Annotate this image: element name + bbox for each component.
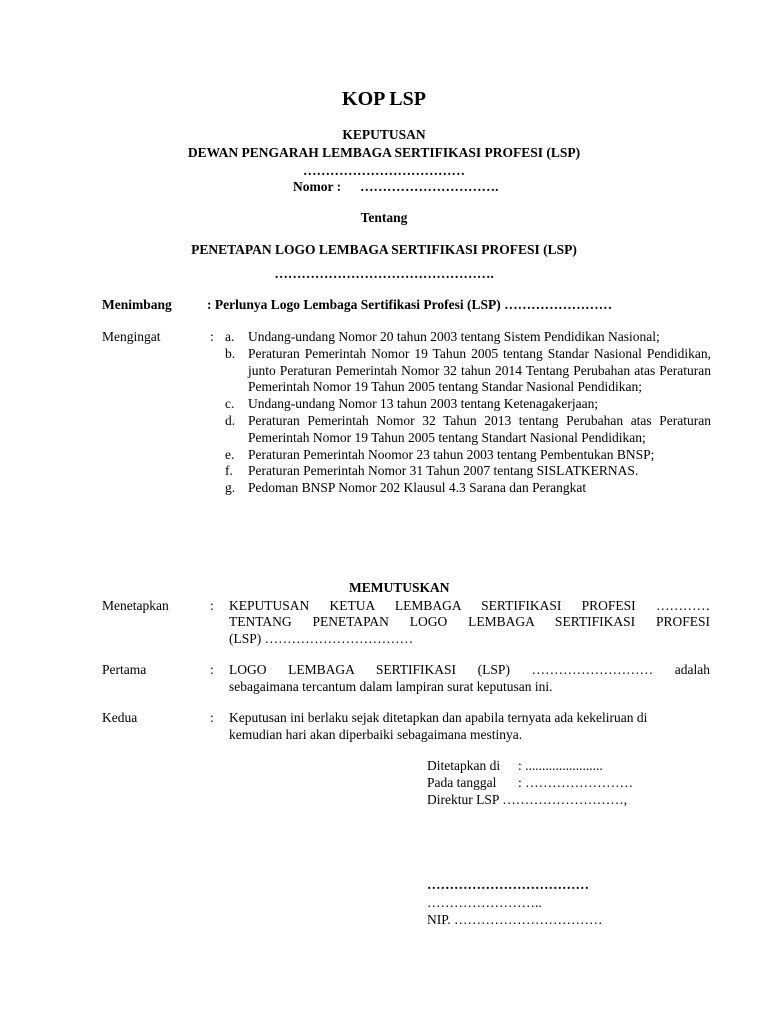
- letterhead-title: KOP LSP: [342, 88, 426, 110]
- issued-at-value: : .......................: [518, 758, 603, 773]
- list-item: b. Peraturan Pemerintah Nomor 19 Tahun 2005 tentang Standar Nasional Pendidikan, junto Peraturan Pemerintah Nomor 32 tahun 2014 Tentang Perubahan atas Peraturan Pemerintah Nomor 19 Tahun 2005 tentang Standar Nasional Pendidikan;: [225, 345, 711, 395]
- signatory-name-placeholder: ………………………………: [427, 877, 589, 892]
- second-colon: :: [210, 710, 214, 725]
- recalling-colon: :: [210, 329, 214, 344]
- first-colon: :: [210, 662, 214, 677]
- considering-label: Menimbang: [102, 297, 172, 312]
- first-line-2: sebagaimana tercantum dalam lampiran surat keputusan ini.: [229, 679, 553, 694]
- issued-at-label: Ditetapkan di: [427, 758, 501, 773]
- list-item: f. Peraturan Pemerintah Nomor 31 Tahun 2007 tentang SISLATKERNAS.: [225, 463, 639, 479]
- number-label: Nomor :: [293, 179, 342, 194]
- stipulating-line-3: (LSP) ……………………………: [229, 631, 414, 646]
- second-line-2: kemudian hari akan diperbaiki sebagaimana mestinya.: [229, 727, 523, 742]
- stipulating-line-1: KEPUTUSAN KETUA LEMBAGA SERTIFIKASI PROFESI …………: [229, 598, 710, 613]
- first-label: Pertama: [102, 662, 147, 677]
- recalling-list: [225, 329, 711, 497]
- second-label: Kedua: [102, 710, 138, 725]
- issued-date-label: Pada tanggal: [427, 775, 497, 790]
- considering-text: : Perlunya Logo Lembaga Sertifikasi Profesi (LSP) ……………………: [207, 297, 613, 312]
- nip-line: NIP. ……………………………: [427, 912, 603, 927]
- list-item: a. Undang-undang Nomor 20 tahun 2003 tentang Sistem Pendidikan Nasional;: [225, 329, 660, 344]
- first-line-1: LOGO LEMBAGA SERTIFIKASI (LSP) ……………………… adalah: [229, 662, 710, 677]
- lsp-name-placeholder: ………………………………: [303, 163, 465, 178]
- list-item: c. Undang-undang Nomor 13 tahun 2003 tentang Ketenagakerjaan;: [225, 396, 599, 412]
- recalling-label: Mengingat: [102, 329, 161, 344]
- signatory-sub-placeholder: ……………………..: [427, 895, 542, 910]
- list-item: d. Peraturan Pemerintah Nomor 32 Tahun 2013 tentang Perubahan atas Peraturan Pemerintah Nomor 19 Tahun 2005 tentang Standart Nasional Pendidikan;: [225, 412, 711, 445]
- stipulating-line-2: TENTANG PENETAPAN LOGO LEMBAGA SERTIFIKASI PROFESI: [229, 614, 710, 629]
- stipulating-colon: :: [210, 598, 214, 613]
- about-heading: Tentang: [360, 210, 408, 225]
- decision-heading: KEPUTUSAN: [342, 127, 426, 142]
- stipulating-label: Menetapkan: [102, 598, 169, 613]
- subject-placeholder: ………………………………………….: [274, 266, 494, 281]
- list-item: g. Pedoman BNSP Nomor 202 Klausul 4.3 Sarana dan Perangkat: [225, 480, 587, 496]
- resolution-heading: MEMUTUSKAN: [349, 580, 450, 595]
- director-line: Direktur LSP ………………………,: [427, 792, 628, 807]
- number-placeholder: ………………………….: [360, 179, 499, 194]
- list-item: e. Peraturan Pemerintah Noomor 23 tahun 2003 tentang Pembentukan BNSP;: [225, 446, 655, 462]
- subject-heading: PENETAPAN LOGO LEMBAGA SERTIFIKASI PROFESI (LSP): [191, 242, 577, 257]
- council-heading: DEWAN PENGARAH LEMBAGA SERTIFIKASI PROFESI (LSP): [187, 145, 581, 160]
- issued-date-value: : ……………………: [518, 775, 634, 790]
- second-line-1: Keputusan ini berlaku sejak ditetapkan dan apabila ternyata ada kekeliruan di: [229, 710, 648, 725]
